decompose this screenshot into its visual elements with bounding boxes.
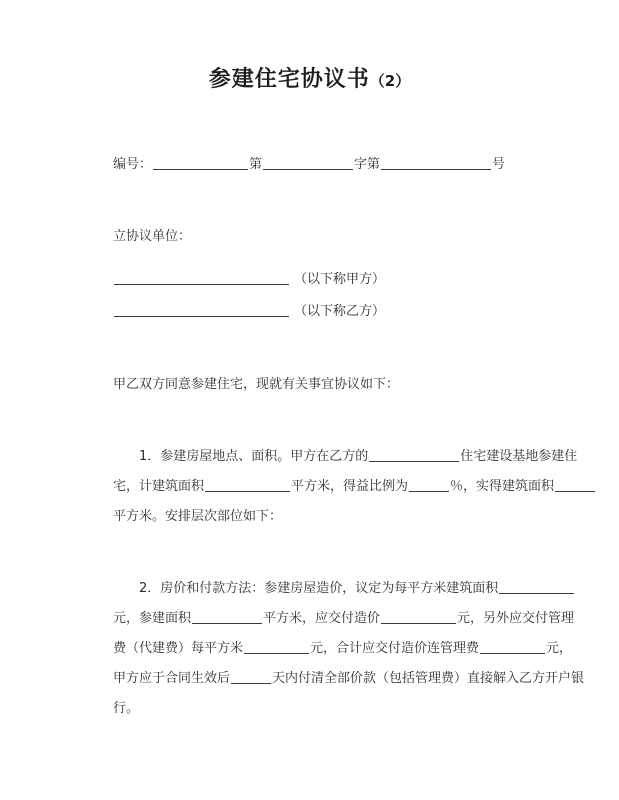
clause-2-number: 2． xyxy=(139,581,161,596)
spacer-after-reference xyxy=(113,180,513,222)
clause-1-line-2-seg-1: 宅，计建筑面积 xyxy=(113,479,205,494)
page-title-suffix: （2） xyxy=(369,72,411,90)
reference-number-line xyxy=(113,150,513,180)
spacer-after-parties-heading xyxy=(113,252,513,264)
clause-1-line-1 xyxy=(113,442,578,472)
clause-2-line-2 xyxy=(113,604,575,634)
clause-2-line-2-seg-1: 元，参建面积 xyxy=(113,611,192,626)
clause-2-line-1-seg-1: 房价和付款方法：参建房屋造价，议定为每平方米建筑面积 xyxy=(160,581,499,596)
clause-2-blank-payable-cost[interactable] xyxy=(381,610,456,624)
clause-2-line-1 xyxy=(113,574,513,604)
clause-2-line-3-seg-1: 费（代建费）每平方米 xyxy=(113,641,244,656)
clause-1-blank-area[interactable] xyxy=(205,478,290,492)
clause-2-line-5 xyxy=(113,694,513,724)
clause-2-blank-mgmt-fee[interactable] xyxy=(244,640,309,654)
clause-1-blank-ratio[interactable] xyxy=(409,478,449,492)
clause-2-line-3-seg-2: 元，合计应交付造价连管理费 xyxy=(310,641,480,656)
document-body xyxy=(113,150,585,724)
clause-1-number: 1． xyxy=(139,449,161,464)
clause-2-line-4-seg-2: 天内付清全部价款（包括管理费）直接解入乙方开户银 xyxy=(272,671,585,686)
party-a-note: （以下称甲方） xyxy=(294,272,386,287)
clause-2-blank-build-area[interactable] xyxy=(192,610,262,624)
reference-number-separator-3: 号 xyxy=(492,157,506,172)
party-b-blank[interactable] xyxy=(114,301,289,317)
clause-2-blank-total[interactable] xyxy=(480,640,545,654)
reference-number-separator-2: 字第 xyxy=(354,157,381,172)
clause-1 xyxy=(113,442,578,532)
clause-2-blank-unit-price[interactable] xyxy=(499,580,574,594)
spacer-after-parties xyxy=(113,328,513,370)
reference-number-blank-3[interactable] xyxy=(381,156,491,170)
reference-number-label: 编号： xyxy=(113,157,153,172)
clause-2-line-2-seg-3: 元，另外应交付管理 xyxy=(457,611,575,626)
page-title xyxy=(0,62,619,93)
page-title-main: 参建住宅协议书 xyxy=(208,67,370,92)
preamble-text: 甲乙双方同意参建住宅，现就有关事宜协议如下： xyxy=(113,377,400,392)
clause-2-line-4 xyxy=(113,664,585,694)
clause-2-line-2-seg-2: 平方米，应交付造价 xyxy=(263,611,381,626)
parties-heading: 立协议单位： xyxy=(113,229,192,244)
clause-1-line-2-seg-2: 平方米，得益比例为 xyxy=(291,479,409,494)
spacer-between-clauses xyxy=(113,532,513,574)
party-a-blank[interactable] xyxy=(114,269,289,285)
reference-number-blank-1[interactable] xyxy=(153,156,248,170)
clause-1-line-3-seg-1: 平方米。安排层次部位如下： xyxy=(113,509,283,524)
clause-1-line-1-seg-2: 住宅建设基地参建住 xyxy=(460,449,578,464)
clause-2-line-4-seg-1: 甲方应于合同生效后 xyxy=(113,671,231,686)
clause-1-line-2 xyxy=(113,472,555,502)
reference-number-separator-1: 第 xyxy=(249,157,263,172)
clause-2-blank-days[interactable] xyxy=(231,670,271,684)
party-a-row xyxy=(113,264,513,296)
clause-2-line-3 xyxy=(113,634,573,664)
spacer-after-preamble xyxy=(113,400,513,442)
party-b-row xyxy=(113,296,513,328)
clause-1-blank-site[interactable] xyxy=(369,448,459,462)
reference-number-blank-2[interactable] xyxy=(263,156,353,170)
clause-1-blank-actual-area[interactable] xyxy=(555,478,595,492)
clause-1-line-3 xyxy=(113,502,513,532)
clause-1-line-2-seg-3: ％，实得建筑面积 xyxy=(450,479,555,494)
clause-2 xyxy=(113,574,585,724)
clause-2-line-5-seg-1: 行。 xyxy=(113,701,140,716)
clause-2-line-3-seg-3: 元， xyxy=(546,641,573,656)
clause-1-line-1-seg-1: 参建房屋地点、面积。甲方在乙方的 xyxy=(160,449,369,464)
party-b-note: （以下称乙方） xyxy=(294,304,386,319)
